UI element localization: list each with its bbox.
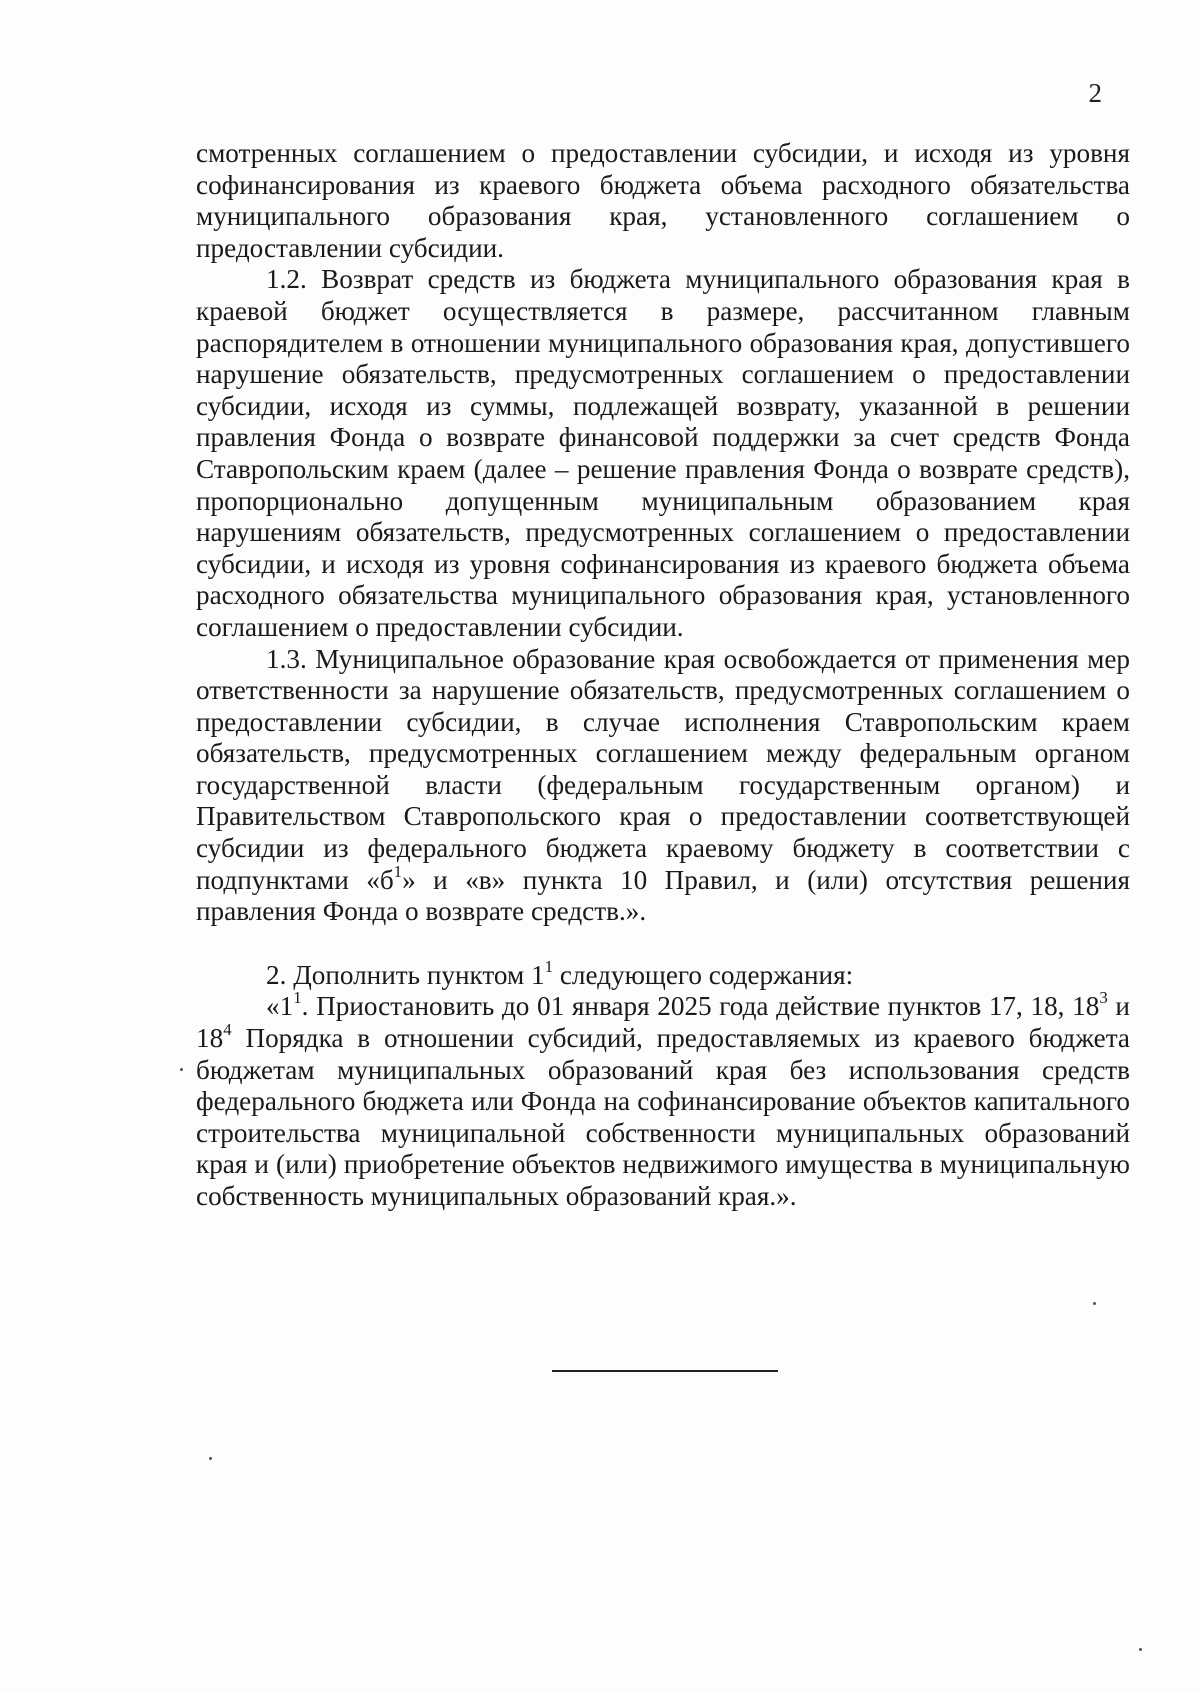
quoted-text-c: и 18 [196, 991, 1130, 1054]
superscript: 3 [1099, 988, 1108, 1008]
paragraph-1-3-text-b: » и «в» пункта 10 Правил, и (или) отсутствия решения правления Фонда о возврате средств.». [196, 864, 1130, 927]
quoted-text-d: Порядка в отношении субсидий, предоставляемых из краевого бюджета бюджетам муниципальных образований края без использования средств федерального бюджета или Фонда на софинансирование объектов капитального строительства муниципальной собственности муниципальных образований края и (или) приобретение объектов недвижимого имущества в муниципальную собственность муниципальных образований края.». [196, 1023, 1130, 1211]
paragraph-2-text-b: следующего содержания: [553, 959, 854, 990]
scan-speck [209, 1457, 212, 1460]
paragraph-quoted-1-1 [196, 988, 1130, 1212]
paragraph-continuation: смотренных соглашением о предоставлении субсидии, и исходя из уровня софинансирования из краевого бюджета объема расходного обязательства муниципального образования края, установленного соглашением о предоставлении субсидии. [196, 138, 1130, 263]
superscript: 4 [223, 1020, 232, 1040]
quoted-text-a: «1 [266, 991, 294, 1022]
scan-speck [1093, 1302, 1096, 1305]
superscript: 1 [544, 957, 554, 977]
paragraph-1-3-text-a: 1.3. Муниципальное образование края освобождается от применения мер ответственности за нарушение обязательств, предусмотренных соглашением о предоставлении субсидии, в случае исполнения Ставропольским краем обязательств, предусмотренных соглашением между федеральным органом государственной власти (федеральным государственным органом) и Правительством Ставропольского края о предоставлении соответствующей субсидии из федерального бюджета краевому бюджету в соответствии с подпунктами «б [196, 643, 1130, 895]
paragraph-2-text-a: 2. Дополнить пунктом 1 [266, 959, 545, 990]
scan-speck [1139, 1648, 1142, 1651]
quoted-text-b: . Приостановить до 01 января 2025 года действие пунктов 17, 18, 18 [301, 991, 1100, 1022]
paragraph-1-2: 1.2. Возврат средств из бюджета муниципального образования края в краевой бюджет осуществляется в размере, рассчитанном главным распорядителем в отношении муниципального образования края, допустившего нарушение обязательств, предусмотренных соглашением о предоставлении субсидии, исходя из суммы, подлежащей возврату, указанной в решении правления Фонда о возврате финансовой поддержки за счет средств Фонда Ставропольским краем (далее – решение правления Фонда о возврате средств), пропорционально допущенным муниципальным образованием края нарушениям обязательств, предусмотренных соглашением о предоставлении субсидии, и исходя из уровня софинансирования из краевого бюджета объема расходного обязательства муниципального образования края, установленного соглашением о предоставлении субсидии. [196, 264, 1130, 642]
closing-rule [552, 1370, 778, 1372]
document-body [196, 138, 1130, 1213]
paragraph-1-3 [196, 644, 1130, 928]
scan-speck [180, 1068, 183, 1071]
page-number: 2 [1088, 78, 1102, 108]
superscript: 1 [293, 988, 302, 1008]
superscript: 1 [393, 861, 403, 881]
paragraph-2 [196, 957, 1130, 992]
paragraph-gap [196, 928, 1130, 960]
